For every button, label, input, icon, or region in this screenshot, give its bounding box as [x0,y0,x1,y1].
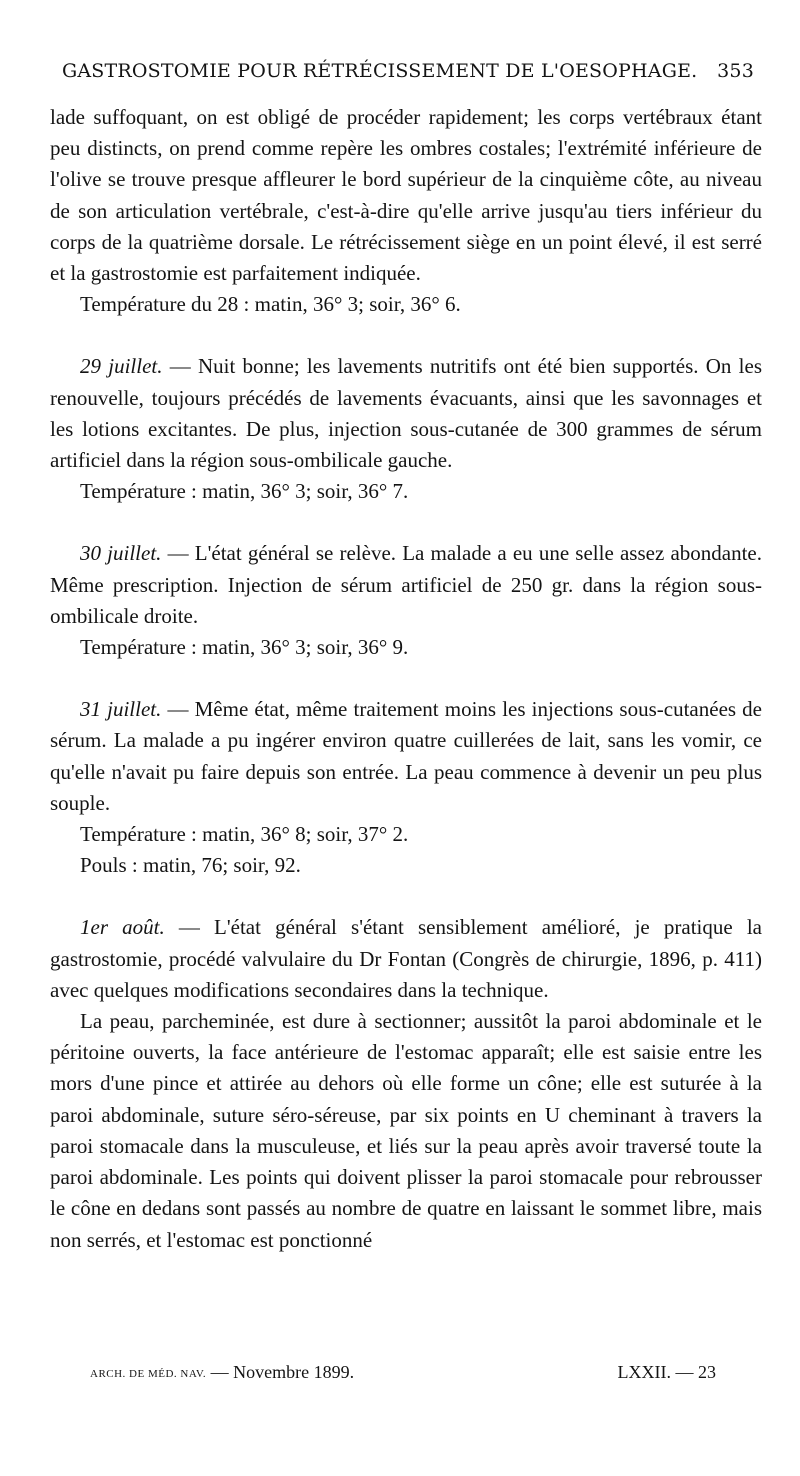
entry-text: — L'état général s'étant sensiblement amélioré, je pratique la gastrostomie, procédé valvulaire du Dr Fontan (Congrès de chirurgie, 1896, p. 411) avec quelques modifications secondaires dans la technique. [50,915,763,1002]
operation-description: La peau, parcheminée, est dure à sectionner; aussitôt la paroi abdominale et le péritoine ouverts, la face antérieure de l'estomac apparaît; elle est saisie entre les mors d'une pince et attirée au dehors où elle forme un cône; elle est suturée à la paroi abdominale, suture séro-séreuse, par six points en U cheminant à travers la paroi stomacale dans la musculeuse, et liés sur la peau après avoir traversé toute la paroi abdominale. Les points qui doivent plisser la paroi stomacale pour rebrousser le cône en dedans sont passés au nombre de quatre en laissant le sommet libre, mais non serrés, et l'estomac est ponctionné [50,1009,762,1252]
running-title: GASTROSTOMIE POUR RÉTRÉCISSEMENT DE L'OESOPHAGE. [62,60,698,82]
entry-date: 31 juillet. [80,697,162,722]
entry-date: 1er août. [80,915,165,940]
page-body [50,102,762,1256]
footer-citation [90,1362,354,1383]
entry-date: 30 juillet. [80,541,162,566]
entry-1-aout [50,912,762,1006]
entry-text: — L'état général se relève. La malade a eu une selle assez abondante. Même prescription. Injection de sérum artificiel de 250 gr. dans la région sous-ombilicale droite. [50,541,762,628]
entry-text: — Nuit bonne; les lavements nutritifs ont été bien supportés. On les renouvelle, toujours précédés de lavements évacuants, ainsi que les savonnages et les lotions excitantes. De plus, injection sous-cutanée de 300 grammes de sérum artificiel dans la région sous-ombilicale gauche. [50,354,762,473]
temperature-30: Température : matin, 36° 3; soir, 36° 9. [80,635,409,660]
temperature-29: Température : matin, 36° 3; soir, 36° 7. [80,479,409,504]
page-footer [90,1362,716,1383]
paragraph-continuation: lade suffoquant, on est obligé de procéder rapidement; les corps vertébraux étant peu distincts, on prend comme repère les ombres costales; l'extrémité inférieure de l'olive se trouve presque affleurer le bord supérieur de la cinquième côte, au niveau de son articulation vertébrale, c'est-à-dire qu'elle arrive jusqu'au tiers inférieur du corps de la quatrième dorsale. Le rétrécissement siège en un point élevé, il est serré et la gastrostomie est parfaitement indiquée. [50,105,762,286]
issue-date: — Novembre 1899. [206,1362,355,1382]
entry-date: 29 juillet. [80,354,163,379]
entry-31-juillet [50,694,762,819]
running-header [62,60,754,82]
entry-text: — Même état, même traitement moins les injections sous-cutanées de sérum. La malade a pu ingérer environ quatre cuillerées de lait, sans les vomir, ce qu'elle n'avait pu faire depuis son entrée. La peau commence à devenir un peu plus souple. [50,697,762,815]
temperature-31: Température : matin, 36° 8; soir, 37° 2. [80,822,409,847]
journal-abbreviation: ARCH. DE MÉD. NAV. [90,1367,207,1380]
entry-29-juillet [50,351,762,476]
page-number: 353 [717,60,754,82]
entry-30-juillet [50,538,762,632]
temperature-28: Température du 28 : matin, 36° 3; soir, 36° 6. [80,292,461,317]
pulse-31: Pouls : matin, 76; soir, 92. [80,853,301,878]
volume-signature: LXXII. — 23 [617,1362,716,1382]
